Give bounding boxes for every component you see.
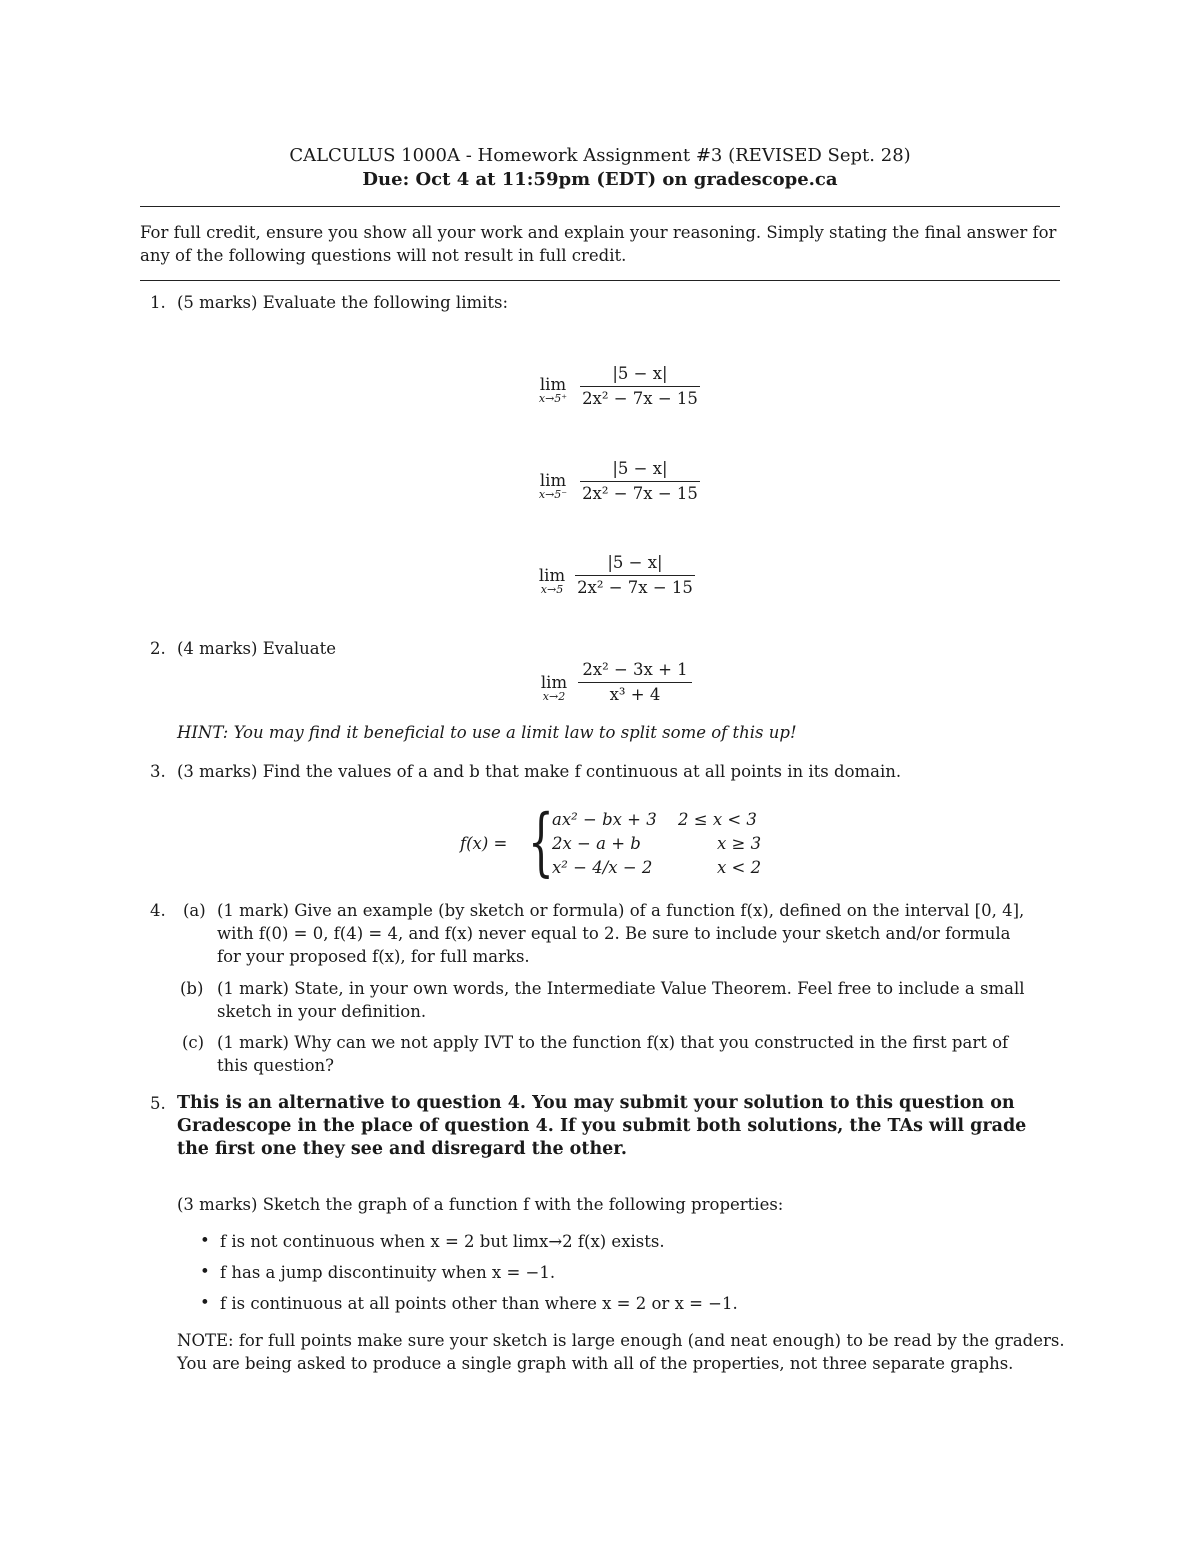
q4-number: 4. (150, 901, 166, 920)
q5-bullet-2: f has a jump discontinuity when x = −1. (220, 1263, 556, 1282)
case-2-cond: x ≥ 3 (717, 834, 762, 853)
numerator: |5 − x| (612, 459, 668, 478)
denominator: 2x² − 7x − 15 (582, 484, 698, 503)
q1-number: 1. (150, 293, 166, 312)
lim-word: lim (539, 375, 567, 394)
q4c-label: (c) (182, 1033, 205, 1052)
q5-bullet-1: f is not continuous when x = 2 but limx→2 f(x) exists. (220, 1232, 665, 1251)
piecewise-lhs: f(x) = (460, 834, 508, 853)
fraction-bar (578, 682, 692, 683)
numerator: |5 − x| (607, 553, 663, 572)
q1-text: (5 marks) Evaluate the following limits: (177, 293, 509, 312)
denominator: 2x² − 7x − 15 (582, 389, 698, 408)
divider-top (140, 206, 1060, 207)
case-1-expr: ax² − bx + 3 (552, 810, 657, 829)
q4a-line-2: with f(0) = 0, f(4) = 4, and f(x) never equal to 2. Be sure to include your sketch and/or formula (217, 924, 1011, 943)
q4a-line-3: for your proposed f(x), for full marks. (217, 947, 530, 966)
denominator: x³ + 4 (609, 685, 661, 704)
lim-word: lim (538, 566, 566, 585)
case-3-cond: x < 2 (717, 858, 762, 877)
q5-text: (3 marks) Sketch the graph of a function f with the following properties: (177, 1195, 784, 1214)
bullet-dot: • (200, 1262, 210, 1281)
due-date: Due: Oct 4 at 11:59pm (EDT) on gradescope.ca (362, 169, 838, 190)
q4b-label: (b) (180, 979, 204, 998)
page-title: CALCULUS 1000A - Homework Assignment #3 (REVISED Sept. 28) (289, 145, 911, 166)
left-brace: { (528, 799, 554, 885)
q4c-line-2: this question? (217, 1056, 334, 1075)
q2-text: (4 marks) Evaluate (177, 639, 337, 658)
q5-bold-line-1: This is an alternative to question 4. You may submit your solution to this question on (177, 1093, 1015, 1113)
instructions: For full credit, ensure you show all your work and explain your reasoning. Simply stating the final answer for any of the following questions will not result in full credit. (140, 223, 1057, 265)
q5-bold-line-3: the first one they see and disregard the other. (177, 1139, 628, 1159)
q4a-label: (a) (183, 901, 206, 920)
case-1-cond: 2 ≤ x < 3 (678, 810, 757, 829)
lim-subscript: x→5 (540, 583, 564, 596)
q5-bold-line-2: Gradescope in the place of question 4. If you submit both solutions, the TAs will grade (177, 1116, 1027, 1136)
fraction-bar (580, 386, 700, 387)
q2-hint: HINT: You may find it beneficial to use a limit law to split some of this up! (177, 723, 797, 742)
q5-number: 5. (150, 1094, 166, 1113)
q4b-line-1: (1 mark) State, in your own words, the Intermediate Value Theorem. Feel free to include a small (217, 979, 1025, 998)
numerator: 2x² − 3x + 1 (582, 660, 688, 679)
q4a-line-1: (1 mark) Give an example (by sketch or formula) of a function f(x), defined on the interval [0, 4], (217, 901, 1025, 920)
lim-subscript: x→5⁻ (538, 488, 568, 501)
case-3-expr: x² − 4/x − 2 (552, 858, 653, 877)
fraction-bar (580, 481, 700, 482)
lim-subscript: x→5⁺ (538, 392, 568, 405)
q4b-line-2: sketch in your definition. (217, 1002, 427, 1021)
q5-note-line-2: You are being asked to produce a single graph with all of the properties, not three separate graphs. (177, 1354, 1014, 1373)
q4c-line-1: (1 mark) Why can we not apply IVT to the function f(x) that you constructed in the first part of (217, 1033, 1009, 1052)
fraction-bar (575, 575, 695, 576)
q5-note-line-1: NOTE: for full points make sure your sketch is large enough (and neat enough) to be read by the graders. (177, 1331, 1065, 1350)
q3-text: (3 marks) Find the values of a and b that make f continuous at all points in its domain. (177, 762, 902, 781)
numerator: |5 − x| (612, 364, 668, 383)
lim-word: lim (539, 471, 567, 490)
bullet-dot: • (200, 1293, 210, 1312)
case-2-expr: 2x − a + b (552, 834, 641, 853)
q3-number: 3. (150, 762, 166, 781)
denominator: 2x² − 7x − 15 (577, 578, 693, 597)
divider-bottom (140, 280, 1060, 281)
q2-number: 2. (150, 639, 166, 658)
lim-word: lim (540, 673, 568, 692)
q5-bullet-3: f is continuous at all points other than where x = 2 or x = −1. (220, 1294, 738, 1313)
bullet-dot: • (200, 1231, 210, 1250)
lim-subscript: x→2 (542, 690, 566, 703)
